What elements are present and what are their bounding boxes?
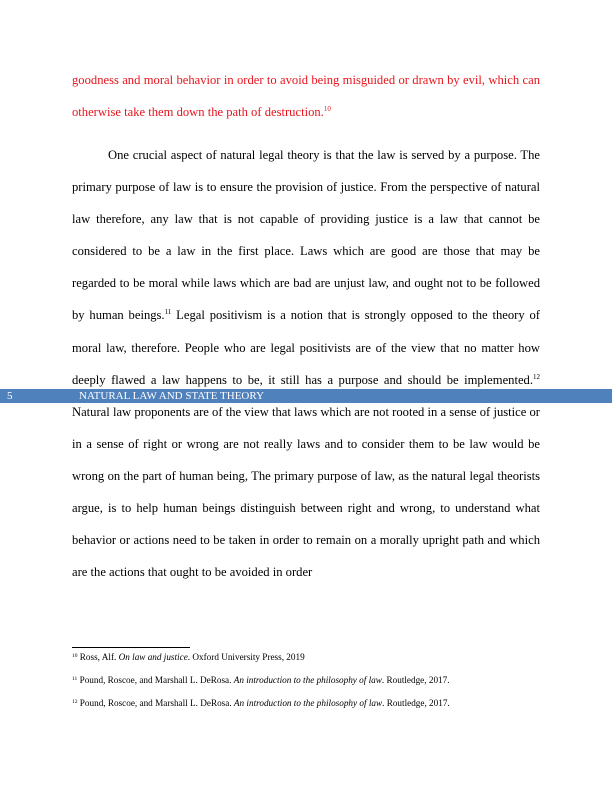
highlighted-paragraph	[72, 64, 540, 128]
footnote-number: 10	[72, 653, 78, 659]
page-header-band	[0, 389, 612, 403]
footnote-number: 12	[72, 699, 78, 705]
footnote-author: Pound, Roscoe, and Marshall L. DeRosa.	[77, 698, 234, 708]
page-number: 5	[7, 390, 13, 402]
footnote-number: 11	[72, 676, 78, 682]
footnote-title: An introduction to the philosophy of law	[233, 675, 382, 685]
footnote-publisher: . Routledge, 2017.	[381, 675, 450, 685]
body-text-part-1: One crucial aspect of natural legal theory is that the law is served by a purpose. The primary purpose of law is to ensure the provision of justice. From the perspective of natural law therefore, any law that is not capable of providing justice is a law that cannot be considered to be a law in the first place. Laws which are good are those that may be regarded to be moral while laws which are bad are unjust law, and ought not to be followed by human beings.	[72, 148, 540, 323]
footnote-ref-11: 11	[164, 308, 172, 317]
footnote-author: Pound, Roscoe, and Marshall L. DeRosa.	[77, 675, 234, 685]
highlighted-paragraph-text: goodness and moral behavior in order to avoid being misguided or drawn by evil, which can otherwise take them down the path of destruction.	[72, 73, 540, 120]
footnote-publisher: . Routledge, 2017.	[382, 698, 450, 708]
footnote-title: An introduction to the philosophy of law	[233, 698, 383, 708]
footnote	[72, 697, 542, 709]
footnote-separator	[72, 647, 190, 648]
footnote-ref-12: 12	[533, 372, 540, 381]
footnote	[72, 651, 542, 663]
running-head: NATURAL LAW AND STATE THEORY	[79, 390, 265, 402]
footnote-publisher: . Oxford University Press, 2019	[187, 652, 305, 662]
body-text-part-2: Legal positivism is a notion that is strongly opposed to the theory of moral law, therefore. People who are legal positivists are of the view that no matter how deeply flawed a law happens to be, it still has a purpose and should be implemented.	[72, 308, 540, 387]
footnote	[72, 674, 542, 686]
body-text-part-3: Natural law proponents are of the view that laws which are not rooted in a sense of justice or in a sense of right or wrong are not really laws and to consider them to be law would be wrong on the part of human being, The primary purpose of law, as the natural legal theorists argue, is to help human beings distinguish between right and wrong, to understand what behavior or actions need to be taken in order to remain on a morally upright path and which are the actions that ought to be avoided in order	[72, 404, 540, 580]
footnote-author: Ross, Alf.	[77, 652, 119, 662]
body-paragraph	[72, 139, 540, 588]
footnote-ref-10: 10	[323, 105, 331, 114]
footnote-title: On law and justice	[118, 652, 188, 662]
